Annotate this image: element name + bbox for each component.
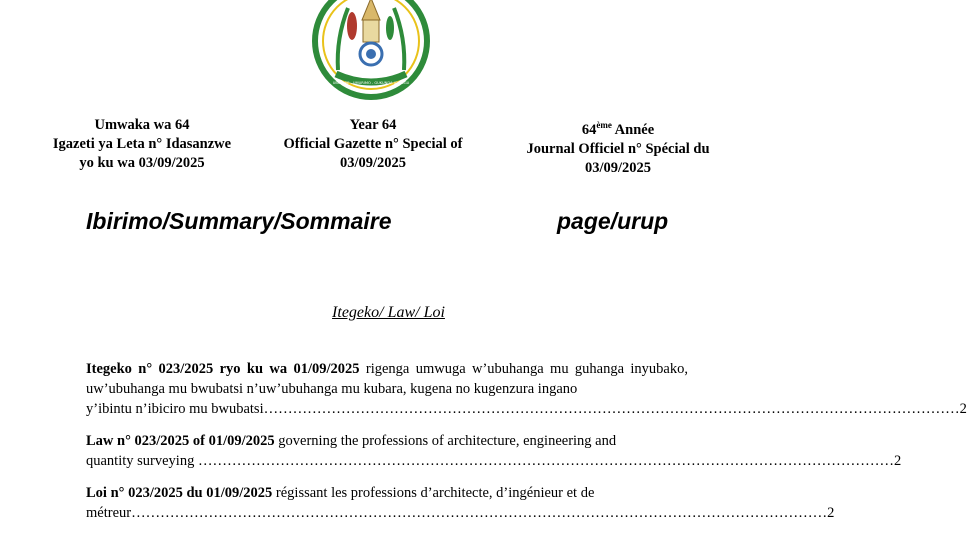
toc-entry-body [86, 483, 688, 503]
header-english [263, 116, 483, 173]
header-kin-line-2: Igazeti ya Leta n° Idasanzwe [52, 136, 232, 152]
page-column-label: page/urup [557, 208, 669, 234]
toc-entry-description: régissant les professions d’architecte, d’ingénieur et de [272, 485, 595, 501]
header-en-line-3: 03/09/2025 [339, 155, 407, 171]
section-title-law: Itegeko/ Law/ Loi [332, 304, 445, 321]
toc-entry-french[interactable] [86, 483, 835, 523]
header-kin-line-1: Umwaka wa 64 [94, 117, 190, 133]
toc-entry-law-ref: Law n° 023/2025 of 01/09/2025 [86, 433, 275, 449]
header-kinyarwanda [32, 116, 252, 173]
toc-entry-last-text: quantity surveying [86, 453, 195, 469]
toc-entry-english[interactable] [86, 431, 902, 471]
header-fr-line-2: Journal Officiel n° Spécial du [526, 140, 710, 157]
toc-entry-page-number: 2 [959, 401, 967, 417]
header-fr-year-number: 64 [581, 121, 597, 138]
header-fr-year-suffix: ème [596, 120, 612, 130]
toc-entry-page-number: 2 [893, 453, 902, 469]
toc-entry-last-text: y’ibintu n’ibiciro mu bwubatsi [86, 401, 264, 417]
header-fr-line-3: 03/09/2025 [584, 159, 652, 176]
rwanda-coat-of-arms-seal [308, 0, 434, 104]
toc-entry-last-line [86, 399, 967, 419]
toc-leader-dots: ……………………………………………………………………………………………………………………………… [263, 401, 960, 417]
toc-entry-last-text: métreur [86, 505, 132, 521]
toc-entry-body [86, 359, 688, 399]
toc-entry-last-line [86, 451, 902, 471]
toc-entry-kinyarwanda[interactable] [86, 359, 967, 419]
toc-entry-page-number: 2 [827, 505, 835, 521]
toc-entry-description: rigenga umwuga w’ubuhanga mu guhanga inyubako, uw’ubuhanga mu bwubatsi n’uw’ubuhanga mu kubara, kugena no kugenzura ingano [86, 361, 688, 397]
toc-entry-last-line [86, 503, 835, 523]
toc-entry-law-ref: Itegeko n° 023/2025 ryo ku wa 01/09/2025 [86, 361, 360, 377]
seal-motto: UBUMWE - UMURIMO - GUKUNDA IGIHUGU [332, 81, 410, 85]
toc-leader-dots: ……………………………………………………………………………………………………………………………… [194, 453, 894, 469]
header-french [508, 116, 728, 178]
header-en-line-2: Official Gazette n° Special of [283, 136, 463, 152]
toc-leader-dots: ……………………………………………………………………………………………………………………………… [131, 505, 828, 521]
header-en-line-1: Year 64 [349, 117, 397, 133]
header-fr-line-1 [508, 116, 728, 140]
header-kin-line-3: yo ku wa 03/09/2025 [79, 155, 205, 171]
header-fr-year-word: Année [611, 121, 655, 138]
toc-entry-body [86, 431, 688, 451]
toc-entry-description: governing the professions of architecture, engineering and [274, 433, 617, 449]
toc-entry-law-ref: Loi n° 023/2025 du 01/09/2025 [86, 485, 273, 501]
summary-title: Ibirimo/Summary/Sommaire [86, 208, 392, 234]
